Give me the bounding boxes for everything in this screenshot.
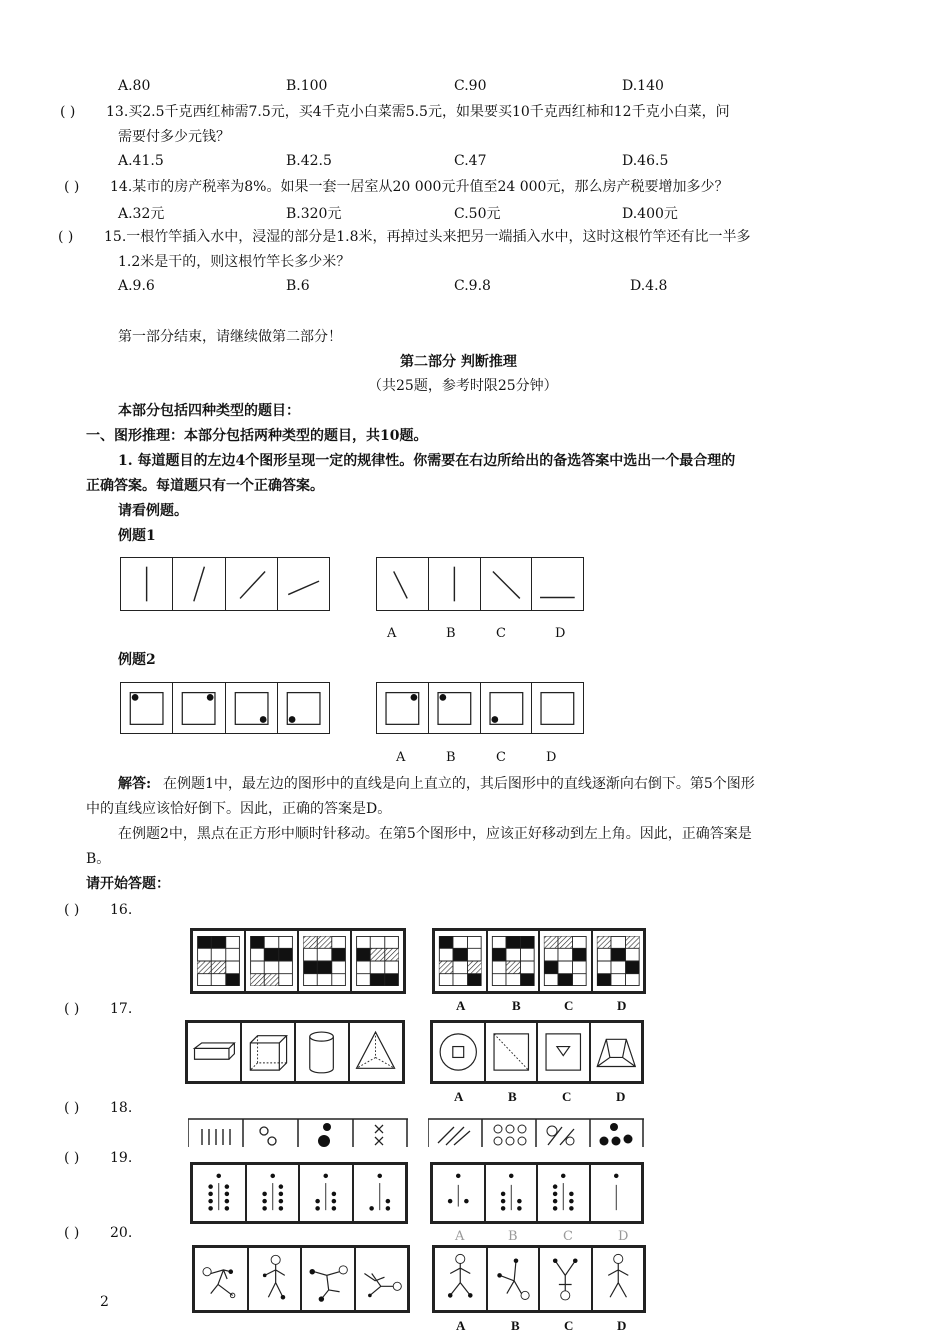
example1-option-a[interactable]	[377, 558, 429, 610]
q16-figure-3	[299, 931, 352, 991]
example2-option-c[interactable]	[481, 683, 533, 733]
q19-answer-paren[interactable]: ( )	[64, 1150, 80, 1166]
q16-option-b[interactable]	[488, 931, 541, 991]
q20-number: 20.	[110, 1225, 133, 1241]
q17-answer-paren[interactable]: ( )	[64, 1001, 80, 1017]
q13-stem-cont: 需要付多少元钱？	[118, 129, 230, 145]
part2-title: 第二部分 判断推理	[400, 354, 517, 370]
q20-letter-c: C	[564, 1318, 574, 1333]
q14-answer-paren[interactable]: ( )	[64, 179, 80, 195]
q13-stem: 13.买2.5千克西红柿需7.5元，买4千克小白菜需5.5元，如果要买10千克西红柿和12千克小白菜，问	[106, 104, 730, 120]
q20-figure-4	[356, 1248, 408, 1310]
section1-heading: 一、图形推理：本部分包括两种类型的题目，共10题。	[86, 428, 428, 444]
q16-figure-1	[193, 931, 246, 991]
q20-option-c[interactable]	[540, 1248, 593, 1310]
q17-figure-4	[350, 1023, 402, 1081]
q13-option-d: D.46.5	[622, 153, 669, 169]
q16-question-strip	[190, 928, 406, 994]
q17-figure-3	[296, 1023, 350, 1081]
example1-figure-1	[121, 558, 173, 610]
q16-figure-2	[246, 931, 299, 991]
q17-option-b[interactable]	[486, 1023, 539, 1081]
example1-letter-a: A	[387, 626, 397, 641]
example1-option-c[interactable]	[481, 558, 533, 610]
example2-letter-c: C	[496, 750, 506, 765]
example1-letter-b: B	[446, 626, 456, 641]
q19-letter-b: B	[508, 1229, 518, 1244]
q19-option-d[interactable]	[591, 1165, 642, 1221]
example2-figure-3	[226, 683, 278, 733]
q19-letter-a: A	[455, 1229, 465, 1244]
example2-letter-b: B	[446, 750, 456, 765]
example2-letter-d: D	[546, 750, 557, 765]
q16-answer-strip	[432, 928, 646, 994]
q17-option-a[interactable]	[433, 1023, 486, 1081]
q15-stem-cont: 1.2米是干的，则这根竹竿长多少米？	[118, 254, 351, 270]
explain-text-2: 中的直线应该恰好倒下。因此，正确的答案是D。	[86, 801, 392, 817]
q17-letter-a: A	[454, 1089, 464, 1104]
q20-figure-3	[302, 1248, 356, 1310]
q17-figure-2	[242, 1023, 296, 1081]
part1-end-note: 第一部分结束，请继续做第二部分！	[118, 329, 342, 345]
q16-answer-paren[interactable]: ( )	[64, 902, 80, 918]
q12-option-c: C.90	[454, 78, 487, 94]
q15-stem: 15.一根竹竿插入水中，浸湿的部分是1.8米，再掉过头来把另一端插入水中，这时这根竹竿还有比一半多	[104, 229, 751, 245]
q13-option-a: A.41.5	[118, 153, 164, 169]
q16-number: 16.	[110, 902, 133, 918]
q14-option-c: C.50元	[454, 206, 501, 222]
q12-option-a: A.80	[118, 78, 151, 94]
q20-option-d[interactable]	[593, 1248, 644, 1310]
example2-option-b[interactable]	[429, 683, 481, 733]
example2-option-a[interactable]	[377, 683, 429, 733]
example1-letter-c: C	[496, 626, 506, 641]
q17-number: 17.	[110, 1001, 133, 1017]
q14-stem: 14.某市的房产税率为8%。如果一套一居室从20 000元升值至24 000元，那么房产税要增加多少？	[110, 179, 729, 195]
q20-answer-strip	[432, 1245, 646, 1313]
q16-letter-c: C	[564, 998, 574, 1013]
explain-text-1: 在例题1中，最左边的图形中的直线是向上直立的，其后图形中的直线逐渐向右倒下。第5个图形	[163, 776, 755, 792]
q13-answer-paren[interactable]: ( )	[60, 104, 76, 120]
explain-text-3: 在例题2中，黑点在正方形中顺时针移动。在第5个图形中，应该正好移动到左上角。因此，正确答案是	[118, 826, 752, 842]
q19-option-a[interactable]	[433, 1165, 486, 1221]
page-number: 2	[100, 1294, 109, 1310]
q20-answer-paren[interactable]: ( )	[64, 1225, 80, 1241]
example1-figure-3	[226, 558, 278, 610]
q13-option-b: B.42.5	[286, 153, 332, 169]
q16-letter-d: D	[617, 998, 627, 1013]
q20-figure-1	[195, 1248, 249, 1310]
q16-figure-4	[352, 931, 403, 991]
rule-text-cont: 正确答案。每道题只有一个正确答案。	[86, 478, 324, 494]
q19-figure-3	[300, 1165, 354, 1221]
example2-figure-1	[121, 683, 173, 733]
q20-figure-2	[249, 1248, 303, 1310]
example2-option-d[interactable]	[532, 683, 583, 733]
q17-letter-d: D	[616, 1089, 626, 1104]
example2-figure-4	[278, 683, 329, 733]
q15-option-b: B.6	[286, 278, 310, 294]
example2-label: 例题2	[118, 652, 156, 668]
q14-option-a: A.32元	[118, 206, 165, 222]
example1-option-b[interactable]	[429, 558, 481, 610]
q17-letter-c: C	[562, 1089, 572, 1104]
q19-number: 19.	[110, 1150, 133, 1166]
explain-label: 解答:	[118, 776, 152, 792]
q18-answer-strip	[428, 1117, 644, 1147]
example2-answer-strip	[376, 682, 584, 734]
explain-text-4: B。	[86, 851, 111, 867]
q17-question-strip	[185, 1020, 405, 1084]
q20-letter-d: D	[617, 1318, 627, 1333]
example1-figure-4	[278, 558, 329, 610]
q12-option-d: D.140	[622, 78, 664, 94]
example1-option-d[interactable]	[532, 558, 583, 610]
example2-figure-2	[173, 683, 225, 733]
q17-option-d[interactable]	[591, 1023, 642, 1081]
start-answering: 请开始答题：	[86, 876, 170, 892]
q15-option-c: C.9.8	[454, 278, 491, 294]
q15-option-d: D.4.8	[630, 278, 668, 294]
q18-answer-paren[interactable]: ( )	[64, 1100, 80, 1116]
q20-letter-a: A	[456, 1318, 466, 1333]
q17-letter-b: B	[508, 1089, 517, 1104]
q14-option-d: D.400元	[622, 206, 678, 222]
q16-letter-b: B	[512, 998, 521, 1013]
q20-option-b[interactable]	[488, 1248, 541, 1310]
q16-letter-a: A	[456, 998, 466, 1013]
rule-text: 1. 每道题目的左边4个图形呈现一定的规律性。你需要在右边所给出的备选答案中选出一个最合理的	[118, 453, 736, 469]
q18-number: 18.	[110, 1100, 133, 1116]
example1-answer-strip	[376, 557, 584, 611]
example1-letter-d: D	[555, 626, 566, 641]
q19-option-c[interactable]	[538, 1165, 591, 1221]
q17-answer-strip	[430, 1020, 644, 1084]
q20-option-a[interactable]	[435, 1248, 488, 1310]
q16-option-a[interactable]	[435, 931, 488, 991]
q12-option-b: B.100	[286, 78, 328, 94]
q16-option-d[interactable]	[593, 931, 644, 991]
q19-question-strip	[190, 1162, 408, 1224]
example2-letter-a: A	[396, 750, 406, 765]
q17-figure-1	[188, 1023, 242, 1081]
part2-intro: 本部分包括四种类型的题目：	[118, 403, 300, 419]
q19-figure-2	[247, 1165, 301, 1221]
q19-option-b[interactable]	[486, 1165, 539, 1221]
q15-option-a: A.9.6	[118, 278, 155, 294]
q20-question-strip	[192, 1245, 410, 1313]
q20-letter-b: B	[511, 1318, 520, 1333]
q19-answer-strip	[430, 1162, 644, 1224]
see-example: 请看例题。	[118, 503, 188, 519]
q19-figure-4	[354, 1165, 406, 1221]
q19-letter-d: D	[618, 1229, 629, 1244]
q19-letter-c: C	[563, 1229, 573, 1244]
example1-question-strip	[120, 557, 330, 611]
example1-figure-2	[173, 558, 225, 610]
example2-question-strip	[120, 682, 330, 734]
q14-option-b: B.320元	[286, 206, 342, 222]
part2-subtitle: （共25题，参考时限25分钟）	[368, 378, 558, 394]
q15-answer-paren[interactable]: ( )	[58, 229, 74, 245]
q13-option-c: C.47	[454, 153, 487, 169]
q16-option-c[interactable]	[540, 931, 593, 991]
example1-label: 例题1	[118, 528, 156, 544]
q18-question-strip	[188, 1117, 408, 1147]
q19-figure-1	[193, 1165, 247, 1221]
q17-option-c[interactable]	[538, 1023, 591, 1081]
